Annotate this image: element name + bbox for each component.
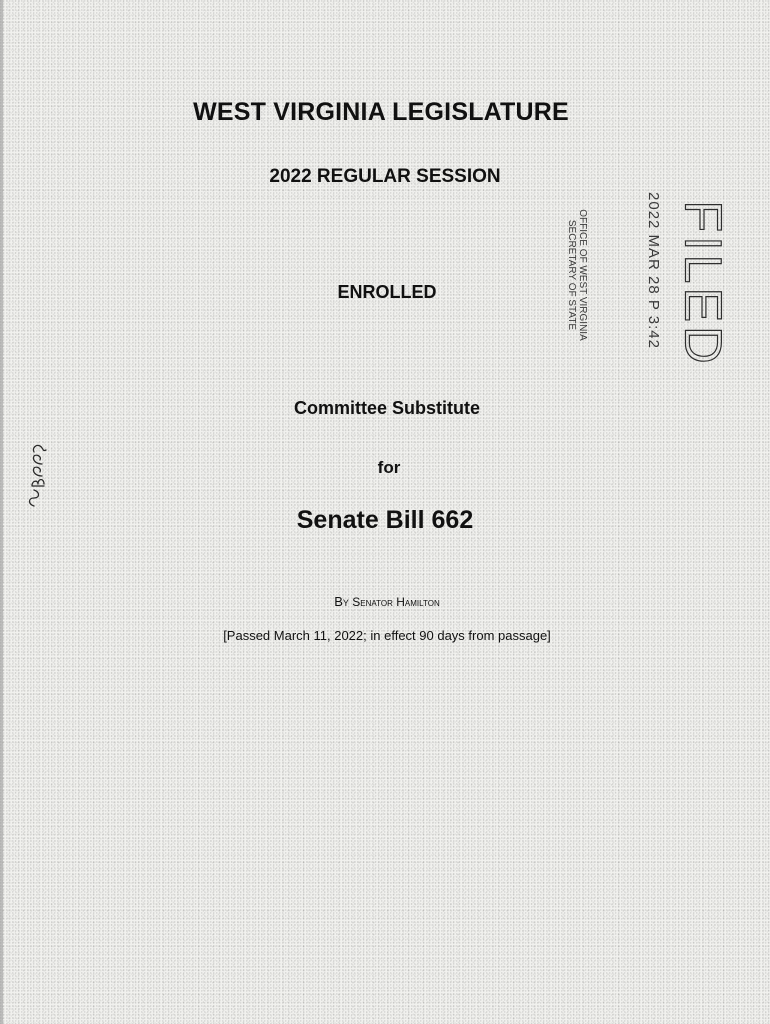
- session-heading: 2022 REGULAR SESSION: [269, 166, 501, 187]
- bill-title: Senate Bill 662: [296, 506, 474, 534]
- sponsor-prefix: By: [334, 594, 349, 609]
- filed-stamp-office: [566, 209, 588, 341]
- sponsor-name: Senator Hamilton: [352, 595, 440, 609]
- filed-stamp-office-line2: SECRETARY OF STATE: [565, 219, 577, 331]
- committee-substitute-label: Committee Substitute: [293, 398, 480, 418]
- enrolled-label: ENROLLED: [337, 282, 437, 302]
- handwritten-margin-note: [22, 432, 62, 512]
- legislature-title: WEST VIRGINIA LEGISLATURE: [193, 98, 569, 126]
- passed-note: [Passed March 11, 2022; in effect 90 days from passage]: [223, 628, 551, 643]
- filed-stamp-office-line1: OFFICE OF WEST VIRGINIA: [576, 209, 588, 341]
- sponsor-line: [2, 594, 770, 609]
- for-label: for: [377, 458, 401, 477]
- filed-stamp: [543, 188, 732, 368]
- filed-stamp-date: 2022 MAR 28 P 3:42: [644, 192, 662, 349]
- filed-stamp-word: FILED: [673, 200, 732, 368]
